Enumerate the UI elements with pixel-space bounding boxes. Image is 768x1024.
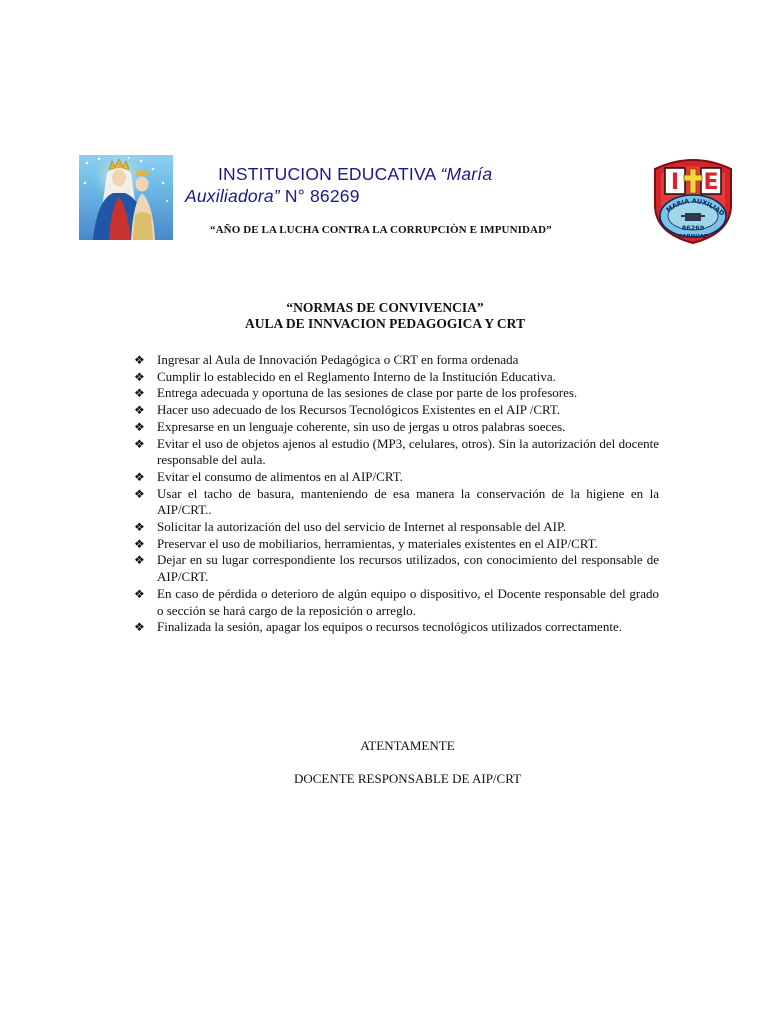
document-title-line-1: “NORMAS DE CONVIVENCIA”: [286, 300, 484, 315]
crest-letter-i: I: [670, 170, 680, 195]
diamond-bullet-icon: ❖: [134, 536, 145, 551]
diamond-bullet-icon: ❖: [134, 386, 145, 401]
diamond-bullet-icon: ❖: [134, 369, 145, 384]
signature-line: DOCENTE RESPONSABLE DE AIP/CRT: [293, 771, 522, 786]
rule-item: ❖ Expresarse en un lenguaje coherente, sin uso de jergas u otros palabras soeces.: [134, 418, 566, 434]
crest-number: 86269: [681, 224, 705, 232]
rule-item: ❖ Evitar el consumo de alimentos en al AIP/CRT.: [134, 468, 403, 484]
rule-item: ❖ Hacer uso adecuado de los Recursos Tecnológicos Existentes en el AIP /CRT.: [134, 402, 561, 418]
diamond-bullet-icon: ❖: [134, 403, 145, 418]
crest-town: CARHUAZ: [678, 234, 708, 240]
rule-item: ❖ Evitar el uso de objetos ajenos al estudio (MP3, celulares, otros). Sin la autorización del docente responsable del aula.: [134, 435, 659, 468]
diamond-bullet-icon: ❖: [134, 486, 145, 501]
rule-item: ❖ Usar el tacho de basura, manteniendo de esa manera la conservación de la higiene en la AIP/CRT..: [134, 485, 659, 518]
closing-text: ATENTAMENTE: [360, 738, 455, 753]
rule-item: ❖ Finalizada la sesión, apagar los equipos o recursos tecnológicos utilizados correctamente.: [134, 619, 622, 635]
diamond-bullet-icon: ❖: [134, 419, 145, 434]
header-religious-image: [79, 155, 173, 240]
rule-item: ❖ Cumplir lo establecido en el Reglamento Interno de la Institución Educativa.: [134, 368, 556, 384]
crest-letter-e: E: [703, 170, 719, 195]
school-name-prefix: INSTITUCION EDUCATIVA: [218, 164, 441, 184]
diamond-bullet-icon: ❖: [134, 553, 145, 568]
diamond-bullet-icon: ❖: [134, 469, 145, 484]
document-title: [150, 300, 620, 332]
rule-item: ❖ En caso de pérdida o deterioro de algún equipo o dispositivo, el Docente responsable del grado o sección se hará cargo de la reposición o arreglo.: [134, 585, 659, 618]
diamond-bullet-icon: ❖: [134, 520, 145, 535]
document-title-line-2: AULA DE INNVACION PEDAGOGICA Y CRT: [245, 316, 525, 331]
diamond-bullet-icon: ❖: [134, 620, 145, 635]
crest-ring-text: MARIA AUXILIAD: [664, 196, 727, 218]
school-crest-logo: [645, 155, 741, 245]
year-motto: “AÑO DE LA LUCHA CONTRA LA CORRUPCIÒN E IMPUNIDAD”: [210, 224, 552, 236]
rule-item: ❖ Solicitar la autorización del uso del servicio de Internet al responsable del AIP.: [134, 519, 567, 535]
diamond-bullet-icon: ❖: [134, 436, 145, 451]
school-number: N° 86269: [279, 186, 360, 206]
rules-list: [134, 352, 659, 636]
rule-item: ❖ Preservar el uso de mobiliarios, herramientas, y materiales existentes en el AIP/CRT.: [134, 535, 598, 551]
school-name-italic-first: “María: [440, 164, 493, 184]
diamond-bullet-icon: ❖: [134, 353, 145, 367]
school-name-italic-second: Auxiliadora”: [185, 186, 280, 206]
school-title: [185, 163, 605, 207]
diamond-bullet-icon: ❖: [134, 586, 145, 601]
rule-item: ❖ Ingresar al Aula de Innovación Pedagógica o CRT en forma ordenada: [134, 352, 519, 367]
rule-item: ❖ Entrega adecuada y oportuna de las sesiones de clase por parte de los profesores.: [134, 385, 578, 401]
rule-item: ❖ Dejar en su lugar correspondiente los recursos utilizados, con conocimiento del responsable de AIP/CRT.: [134, 552, 659, 585]
